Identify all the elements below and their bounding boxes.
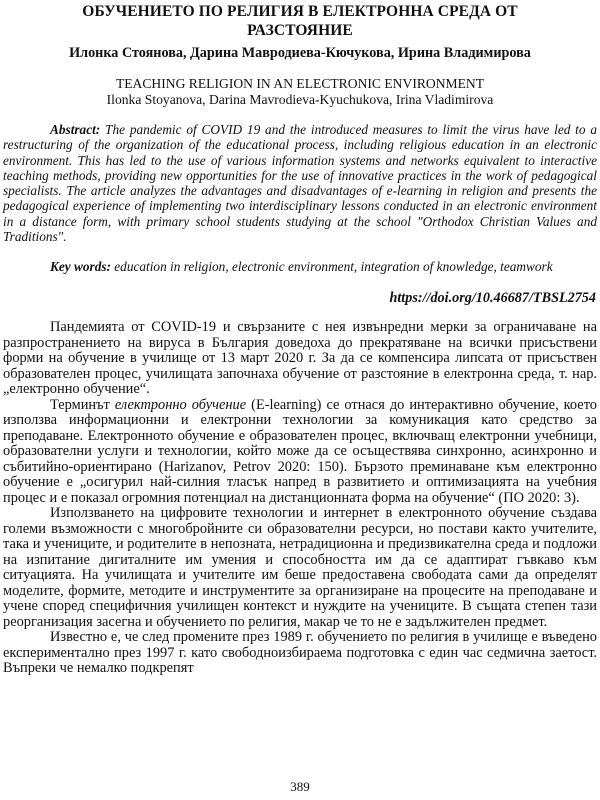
keywords-text: education in religion, electronic environment, integration of knowledge, teamwork	[110, 259, 553, 274]
abstract-label: Abstract:	[50, 122, 101, 137]
abstract-text: The pandemic of COVID 19 and the introduced measures to limit the virus have led to a restructuring of the organization of the educational process, including religious education in an electronic environment. This has led to the use of various information systems and networks equivalent to interactive teaching methods, providing new opportunities for the use of innovative practices in the work of pedagogical specialists. The article analyzes the advantages and disadvantages of e-learning in religion and presents the pedagogical experience of implementing two interdisciplinary lessons conducted in an electronic environment in a distance form, with primary school students studying at the school "Orthodox Christian Values and Traditions".	[3, 122, 597, 245]
keywords-label: Key words:	[50, 259, 111, 274]
term-e-learning: електронно обучение	[114, 396, 247, 413]
doi-link[interactable]: https://doi.org/10.46687/TBSL2754	[389, 290, 596, 306]
keywords	[3, 259, 597, 274]
paragraph-4: Известно е, че след промените през 1989 г. обучението по религия в училище е въведено експериментално през 1997 г. като свободноизбираема подготовка с един час седмична заетост. Въпреки че немалко подкрепят	[3, 629, 597, 676]
paragraph-2	[3, 398, 597, 507]
page-number: 389	[290, 779, 310, 794]
authors-en: Ilonka Stoyanova, Darina Mavrodieva-Kyuchukova, Irina Vladimirova	[106, 92, 494, 107]
paragraph-1: Пандемията от COVID-19 и свързаните с нея извънредни мерки за ограничаване на разпространението на вируса в България доведоха до прекратяване на всички присъствени форми на обучение в училище от 13 март 2020 г. За да се компенсира липсата от присъствен образователен процес, училищата започнаха обучение от разстояние в електронна среда, т. нар. „електронно обучение“.	[3, 319, 597, 397]
paragraph-3: Използването на цифровите технологии и интернет в електронното обучение създава големи възможности с многобройните си образователни ресурси, но постави както учителите, така и учениците, и родителите в непозната, нетрадиционна и предизвикателна среда и подложи на изпитание дигиталните им умения и способността им да се адаптират гъвкаво към ситуацията. На училищата и учителите им беше предоставена свободата сами да определят моделите, формите, методите и инструментите за организиране на процесите на преподаване и учене според специфичния училищен контекст и нуждите на учениците. В същата степен тази реорганизация засегна и обучението по религия, макар че то не е задължителен предмет.	[3, 505, 597, 630]
abstract	[3, 122, 597, 244]
body-text	[3, 320, 597, 677]
paragraph-2-start: Терминът	[50, 396, 115, 413]
authors-bg: Илонка Стоянова, Дарина Мавродиева-Кючукова, Ирина Владимирова	[69, 45, 531, 61]
paper-title-bg: ОБУЧЕНИЕТО ПО РЕЛИГИЯ В ЕЛЕКТРОННА СРЕДА ОТ РАЗСТОЯНИЕ	[82, 3, 518, 39]
paragraph-2-rest: (E-learning) се отнася до интерактивно обучение, което използва информационни и електронни технологии за комуникация като средство за преподаване. Електронното обучение е образователен процес, включващ електронни учебници, образователни услуги и технологии, който може да се осъществява синхронно, асинхронно и събитийно-ориентирано (Harizanov, Petrov 2020: 150). Бързото преминаване към електронно обучение е „осигурил най-силния тласък напред в развитието и оптимизацията на учебния процес и е показал огромния потенциал на дистанционната форма на обучение“ (ПО 2020: 3).	[3, 396, 597, 506]
paper-title-en: TEACHING RELIGION IN AN ELECTRONIC ENVIRONMENT	[115, 76, 485, 91]
